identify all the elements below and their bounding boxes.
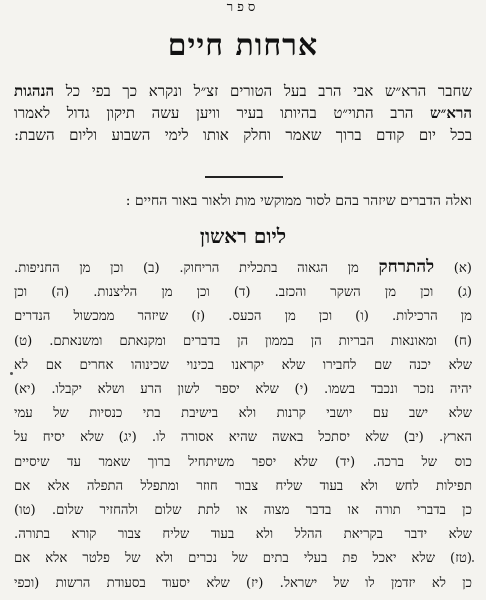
intro-paragraph xyxy=(14,80,472,146)
body-line xyxy=(14,255,472,281)
body-line: (ג) וכן מן השקר והכזב. (ד) וכן מן הליצנות. (ה) וכן xyxy=(14,285,472,301)
body-line: שלא יכנה שם לחבירו שלא יקראנו בכינוי שכינוהו אחרים אם לא xyxy=(14,357,472,373)
intro-bold-word: הרא״ש xyxy=(430,104,472,122)
intro-text: שחבר הרא״ש אבי הרב בעל הטורים זצ״ל ונקרא כך בפי כל xyxy=(65,82,472,100)
body-line: שלא ישב עם יושבי קרנות ולא בישיבת בתי כנסיות של עמי xyxy=(14,406,472,422)
scan-speck xyxy=(10,372,13,375)
section-heading: ליום ראשון xyxy=(199,224,287,248)
body-line: כן בדברי תורה או בדבר מצוה או לתת שלום ולהחזיר שלום. (טו) xyxy=(14,503,472,519)
body-line: תפילות לחש ולא בעוד שליח צבור חוזר ומתפלל התפלה אלא אם xyxy=(14,478,472,494)
book-title: ארחות חיים xyxy=(167,28,319,63)
opening-word: להתרחק xyxy=(378,257,435,277)
lead-sentence: ואלה הדברים שיזהר בהם לסור ממוקשי מות ולאור באור החיים : xyxy=(125,193,472,209)
running-header: ספר xyxy=(226,0,260,15)
intro-text: הרב התוי״ט בהיותו בעיר וויען עשה תיקון גדול לאמרו xyxy=(14,104,414,122)
body-line: שלא ידבר בקריאת ההלל ולא בעוד שליח צבור קורא בתורה. xyxy=(14,527,472,543)
body-line: מן הרכילות. (ו) וכן מן הכעס. (ז) שיזהר ממכשול הנדרים xyxy=(14,309,472,325)
intro-bold-word: הנהגות xyxy=(14,82,55,100)
intro-line xyxy=(14,80,472,102)
item-marker: (א) xyxy=(453,261,472,276)
body-line: (ח) ומאונאות הבריות הן בממון הן בדברים ומקנאתם ומשנאתם. (ט) xyxy=(14,333,472,349)
body-paragraph xyxy=(14,255,472,596)
body-line: כן לא יזדמן לו של ישראל. (יז) שלא יסעוד בסעודת הרשות (וכפי xyxy=(14,575,472,591)
body-line: הארץ. (יב) שלא יסתכל באשה שהיא אסורה לו. (יג) שלא יסיח על xyxy=(14,430,472,446)
body-line: כוס של ברכה. (יד) שלא יספר משיתחיל ברוך שאמר עד שיסיים xyxy=(14,454,472,470)
body-line: (טז) שלא יאכל פת בעלי בתים של נכרים ולא של פלטר אלא אם xyxy=(14,551,472,567)
body-line: יהיה נזכר ונכבד בשמו. (י) שלא יספר לשון הרע ושלא יקבלו. (יא) xyxy=(14,382,472,398)
section-divider xyxy=(205,176,283,178)
intro-line: בכל יום קודם ברוך שאמר וחלק אותו לימי השבוע וליום השבת: xyxy=(14,126,472,144)
intro-line xyxy=(14,102,472,124)
body-text: מן הגאוה בתכלית הריחוק. (ב) וכן מן החניפות. xyxy=(14,261,359,276)
scan-speck xyxy=(472,560,474,562)
